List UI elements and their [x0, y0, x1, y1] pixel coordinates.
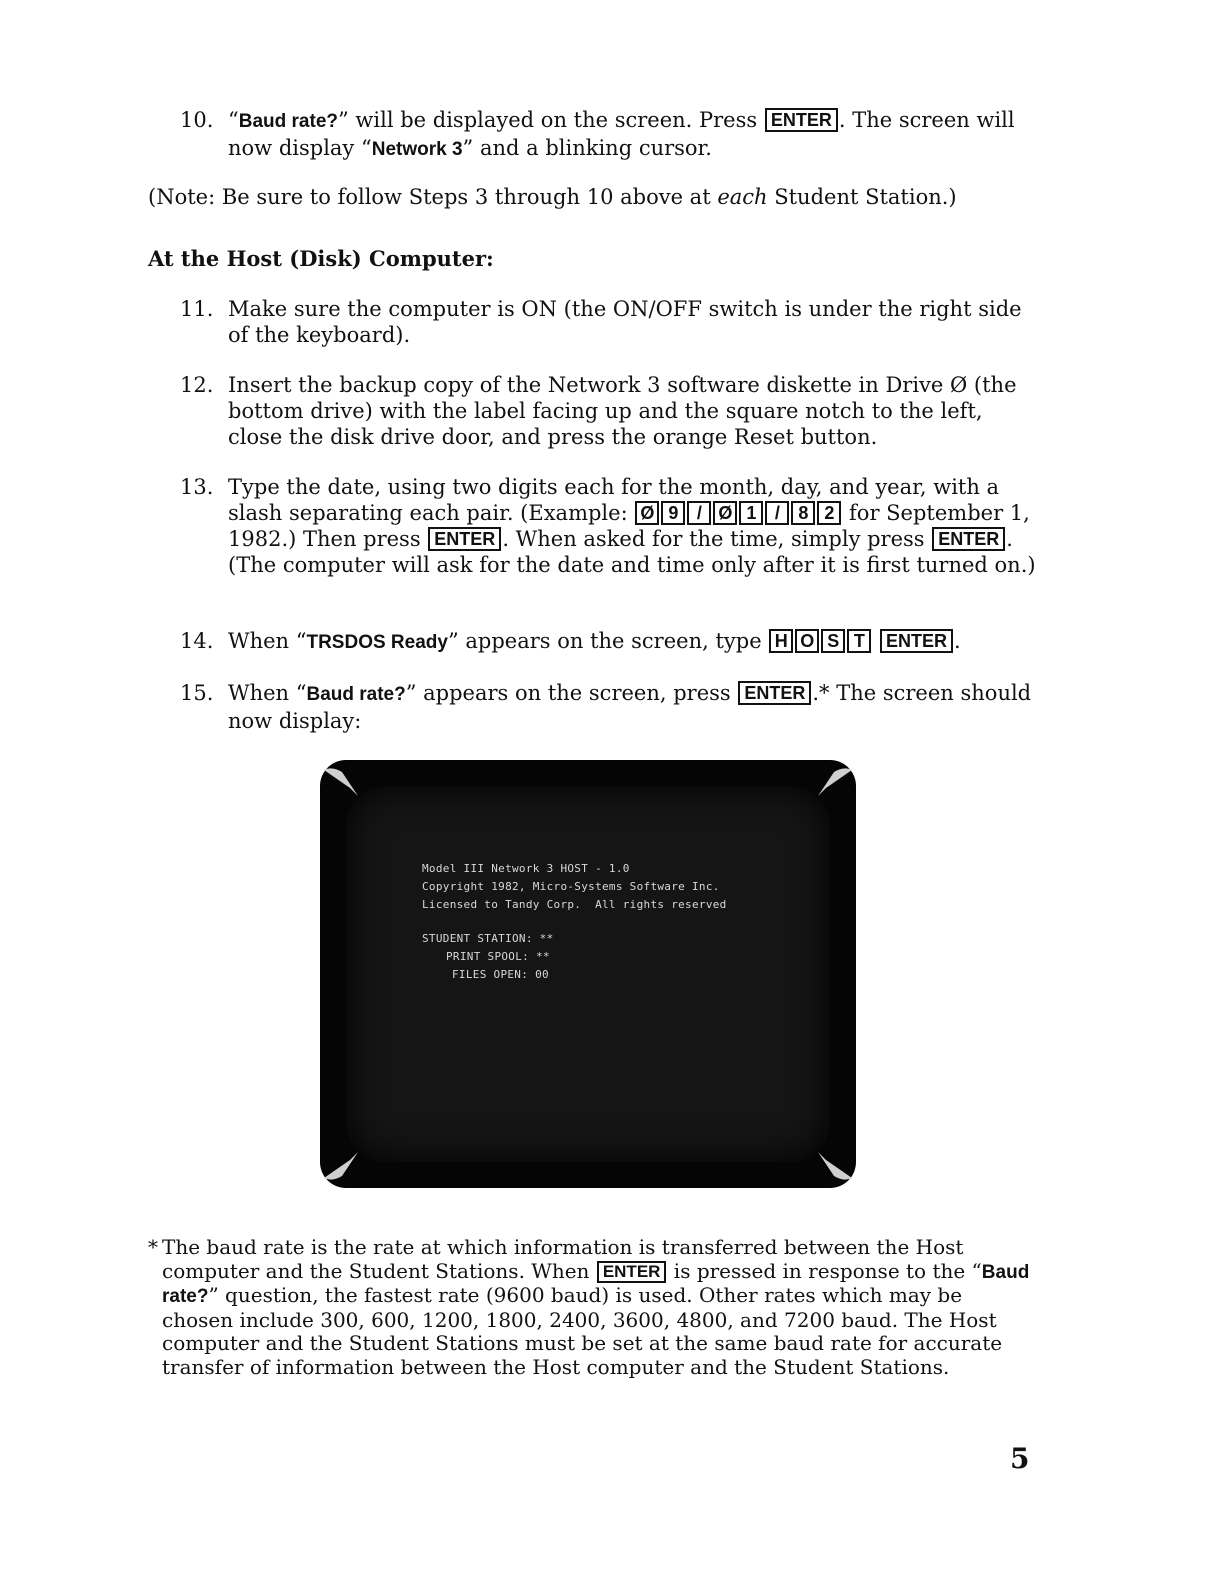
key-t: T [847, 629, 871, 653]
enter-key: ENTER [765, 108, 838, 132]
crt-line: Copyright 1982, Micro-Systems Software Inc. [422, 880, 720, 893]
network3-display: Network 3 [371, 139, 463, 160]
key-slash: / [687, 501, 711, 525]
step-number: 14. [180, 629, 214, 653]
key-1: 1 [739, 501, 763, 525]
text-run: will be displayed on the screen. Press [348, 108, 764, 132]
baud-rate-prompt: Baud rate? [162, 1261, 1030, 1307]
key-o: O [795, 629, 819, 653]
text-run: ” question, the fastest rate (9600 baud) is used. Other rates which may be chosen include 300, 600, 1200, 1800, 2400, 3600, 4800, and 7200 baud. The Host computer and the Student Stations must be set at the same baud rate for accurate transfer of information between the Host computer and the Student Stations. [162, 1283, 1003, 1379]
text-run: and a blinking cursor. [473, 136, 712, 160]
key-h: H [769, 629, 793, 653]
crt-display [346, 786, 830, 1162]
step-text [228, 474, 1038, 578]
note [148, 184, 1048, 210]
key-s: S [821, 629, 845, 653]
corner-glare-icon [322, 762, 362, 802]
text-run: Student Station.) [767, 185, 957, 209]
step-text [228, 680, 1038, 734]
text-run: The baud rate is the rate at which information is transferred between the Host computer and the Student Stations. When [162, 1235, 964, 1283]
spacer [422, 914, 727, 930]
crt-line: Licensed to Tandy Corp. All rights reserved [422, 898, 727, 911]
footnote-marker: * [148, 1235, 158, 1259]
text-run: . [954, 629, 961, 653]
text-run: for September 1, 1982.) Then press [228, 501, 1030, 551]
key-9: 9 [661, 501, 685, 525]
corner-glare-icon [322, 1146, 362, 1186]
text-run: . The screen will now display [228, 108, 1015, 160]
enter-key: ENTER [597, 1261, 667, 1283]
key-slash: / [765, 501, 789, 525]
step-text: Make sure the computer is ON (the ON/OFF switch is under the right side of the keyboard). [228, 297, 1022, 347]
crt-line: PRINT SPOOL: ** [446, 950, 550, 963]
page-number: 5 [1010, 1442, 1030, 1475]
crt-screen-photo [320, 760, 856, 1188]
text-run: is pressed in response to the “ [667, 1258, 982, 1283]
key-8: 8 [791, 501, 815, 525]
crt-line: FILES OPEN: 00 [452, 968, 549, 981]
step-number: 11. [180, 297, 214, 321]
trsdos-ready-prompt: TRSDOS Ready [306, 632, 448, 653]
step-text: Insert the backup copy of the Network 3 software diskette in Drive Ø (the bottom drive) with the label facing up and the square notch to the left, close the disk drive door, and press the orange Reset button. [228, 373, 1017, 449]
quote-open: “ [228, 108, 239, 132]
enter-key: ENTER [428, 527, 501, 551]
step-number: 13. [180, 475, 214, 499]
step-number: 15. [180, 681, 214, 705]
corner-glare-icon [814, 762, 854, 802]
text-run: Type the date, using two digits each for the month, day, and year, with a slash separating each pair. (Example: [228, 475, 1000, 525]
footnote-text [162, 1236, 1032, 1379]
enter-key: ENTER [880, 629, 953, 653]
corner-glare-icon [814, 1146, 854, 1186]
text-run: When “ [228, 629, 307, 653]
step-text [228, 628, 1038, 656]
step-number: 10. [180, 108, 214, 132]
step-number: 12. [180, 373, 214, 397]
emphasis: each [717, 185, 768, 209]
crt-line: STUDENT STATION: ** [422, 932, 554, 945]
enter-key: ENTER [932, 527, 1005, 551]
quote-close: ” [338, 108, 349, 132]
step-text: “Baud rate?” will be displayed on the screen. Press ENTER . The screen will now display “Network 3” and a blinking cursor. [228, 108, 1015, 160]
text-run: When “ [228, 681, 307, 705]
text-run: . When asked for the time, simply press [502, 527, 932, 551]
text-run: .* The screen should now display: [228, 681, 1032, 733]
section-heading: At the Host (Disk) Computer: [148, 246, 494, 271]
key-0: Ø [635, 501, 659, 525]
text-run: ” appears on the screen, press [405, 681, 738, 705]
text-run: (Note: Be sure to follow Steps 3 through 10 above at [148, 185, 718, 209]
key-2: 2 [817, 501, 841, 525]
baud-rate-prompt: Baud rate? [238, 111, 338, 132]
key-0: Ø [713, 501, 737, 525]
text-run: . (The computer will ask for the date and time only after it is first turned on.) [228, 527, 1036, 577]
crt-output [422, 860, 727, 984]
baud-rate-prompt: Baud rate? [306, 684, 406, 705]
crt-line: Model III Network 3 HOST - 1.0 [422, 862, 630, 875]
text-run: ” appears on the screen, type [447, 629, 769, 653]
enter-key: ENTER [738, 681, 811, 705]
